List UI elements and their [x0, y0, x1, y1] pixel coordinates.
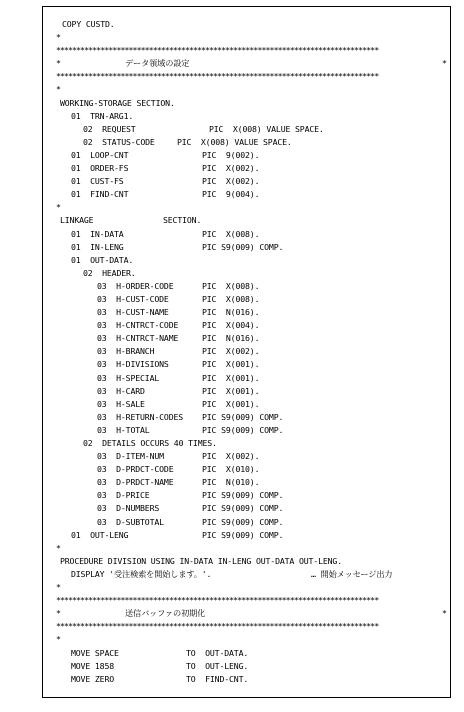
section-title-data-area: データ領域の設定 [125, 58, 190, 69]
h-card-name: 03 H-CARD [97, 385, 145, 396]
comment-star-rule: ******************************************************************************** [56, 621, 379, 632]
h-order-code-name: 03 H-ORDER-CODE [97, 280, 174, 291]
move-space-source: MOVE SPACE [71, 647, 119, 658]
comment-star-rule: ******************************************************************************** [56, 595, 379, 606]
move-zero-source: MOVE ZERO [71, 673, 115, 684]
h-cntrct-name-name: 03 H-CNTRCT-NAME [97, 333, 179, 344]
cust-fs-pic: PIC X(002). [202, 176, 260, 187]
copy-statement: COPY CUSTD. [62, 19, 115, 29]
d-price-pic: PIC S9(009) COMP. [202, 490, 284, 501]
h-cust-code-pic: PIC X(008). [202, 293, 260, 304]
h-order-code-pic: PIC X(008). [202, 280, 260, 291]
d-numbers-pic: PIC S9(009) COMP. [202, 503, 284, 514]
h-branch-name: 03 H-BRANCH [97, 346, 155, 357]
h-sale-name: 03 H-SALE [97, 398, 145, 409]
h-cntrct-code-pic: PIC X(004). [202, 320, 260, 331]
move-1858-target: TO OUT-LENG. [186, 660, 249, 671]
h-return-codes-name: 03 H-RETURN-CODES [97, 411, 184, 422]
display-comment: … 開始メッセージ出力 [311, 568, 393, 579]
comment-asterisk: * [56, 32, 61, 43]
section-title-send-buffer: 送信バッファの初期化 [125, 608, 206, 619]
status-code-name: 02 STATUS-CODE [83, 136, 155, 147]
order-fs-name: 01 ORDER-FS [71, 163, 129, 174]
h-special-pic: PIC X(001). [202, 372, 260, 383]
move-1858-source: MOVE 1858 [71, 660, 115, 671]
comment-asterisk: * [56, 202, 61, 213]
comment-asterisk: * [442, 58, 447, 69]
request-name: 02 REQUEST [83, 123, 136, 134]
procedure-division: PROCEDURE DIVISION USING IN-DATA IN-LENG OUT-DATA OUT-LENG. [60, 555, 342, 566]
cobol-source [43, 18, 450, 686]
h-sale-pic: PIC X(001). [202, 398, 260, 409]
out-data-item: 01 OUT-DATA. [71, 254, 134, 265]
d-subtotal-name: 03 D-SUBTOTAL [97, 516, 164, 527]
h-card-pic: PIC X(001). [202, 385, 260, 396]
out-leng-pic: PIC S9(009) COMP. [202, 529, 284, 540]
h-return-codes-pic: PIC S9(009) COMP. [202, 411, 284, 422]
d-prdct-code-name: 03 D-PRDCT-CODE [97, 464, 174, 475]
comment-asterisk: * [56, 84, 61, 95]
comment-asterisk: * [56, 58, 61, 69]
move-zero-target: TO FIND-CNT. [186, 673, 249, 684]
h-total-name: 03 H-TOTAL [97, 424, 150, 435]
find-cnt-pic: PIC 9(004). [202, 189, 260, 200]
cust-fs-name: 01 CUST-FS [71, 176, 124, 187]
loop-cnt-name: 01 LOOP-CNT [71, 149, 129, 160]
comment-asterisk: * [442, 608, 447, 619]
request-pic: PIC X(008) VALUE SPACE. [209, 123, 324, 134]
status-code-pic: PIC X(008) VALUE SPACE. [177, 136, 292, 147]
comment-star-rule: ******************************************************************************** [56, 45, 379, 56]
trn-arg1-item: 01 TRN-ARG1. [71, 110, 134, 121]
header-group: 02 HEADER. [83, 267, 136, 278]
in-leng-pic: PIC S9(009) COMP. [202, 241, 284, 252]
d-prdct-name-pic: PIC N(010). [202, 477, 260, 488]
comment-asterisk: * [56, 542, 61, 553]
h-total-pic: PIC S9(009) COMP. [202, 424, 284, 435]
comment-asterisk: * [56, 582, 61, 593]
h-cntrct-name-pic: PIC N(016). [202, 333, 260, 344]
h-cust-name-name: 03 H-CUST-NAME [97, 307, 169, 318]
display-statement: DISPLAY '受注検索を開始します。'. [71, 568, 212, 579]
d-item-num-name: 03 D-ITEM-NUM [97, 451, 164, 462]
in-data-pic: PIC X(008). [202, 228, 260, 239]
d-numbers-name: 03 D-NUMBERS [97, 503, 160, 514]
h-cntrct-code-name: 03 H-CNTRCT-CODE [97, 320, 179, 331]
loop-cnt-pic: PIC 9(002). [202, 149, 260, 160]
h-branch-pic: PIC X(002). [202, 346, 260, 357]
working-storage-header: WORKING-STORAGE SECTION. [60, 97, 175, 108]
out-leng-name: 01 OUT-LENG [71, 529, 129, 540]
d-subtotal-pic: PIC S9(009) COMP. [202, 516, 284, 527]
d-price-name: 03 D-PRICE [97, 490, 150, 501]
comment-asterisk: * [56, 608, 61, 619]
code-listing-frame [42, 6, 451, 698]
h-divisions-name: 03 H-DIVISIONS [97, 359, 169, 370]
comment-asterisk: * [56, 634, 61, 645]
linkage-section-keyword: SECTION. [163, 215, 202, 226]
d-prdct-code-pic: PIC X(010). [202, 464, 260, 475]
h-cust-name-pic: PIC N(016). [202, 307, 260, 318]
h-divisions-pic: PIC X(001). [202, 359, 260, 370]
order-fs-pic: PIC X(002). [202, 163, 260, 174]
in-leng-name: 01 IN-LENG [71, 241, 124, 252]
d-item-num-pic: PIC X(002). [202, 451, 260, 462]
d-prdct-name-name: 03 D-PRDCT-NAME [97, 477, 174, 488]
linkage-keyword: LINKAGE [60, 215, 94, 226]
h-special-name: 03 H-SPECIAL [97, 372, 160, 383]
comment-star-rule: ******************************************************************************** [56, 71, 379, 82]
find-cnt-name: 01 FIND-CNT [71, 189, 129, 200]
move-space-target: TO OUT-DATA. [186, 647, 249, 658]
in-data-name: 01 IN-DATA [71, 228, 124, 239]
details-group: 02 DETAILS OCCURS 40 TIMES. [83, 438, 217, 448]
h-cust-code-name: 03 H-CUST-CODE [97, 293, 169, 304]
